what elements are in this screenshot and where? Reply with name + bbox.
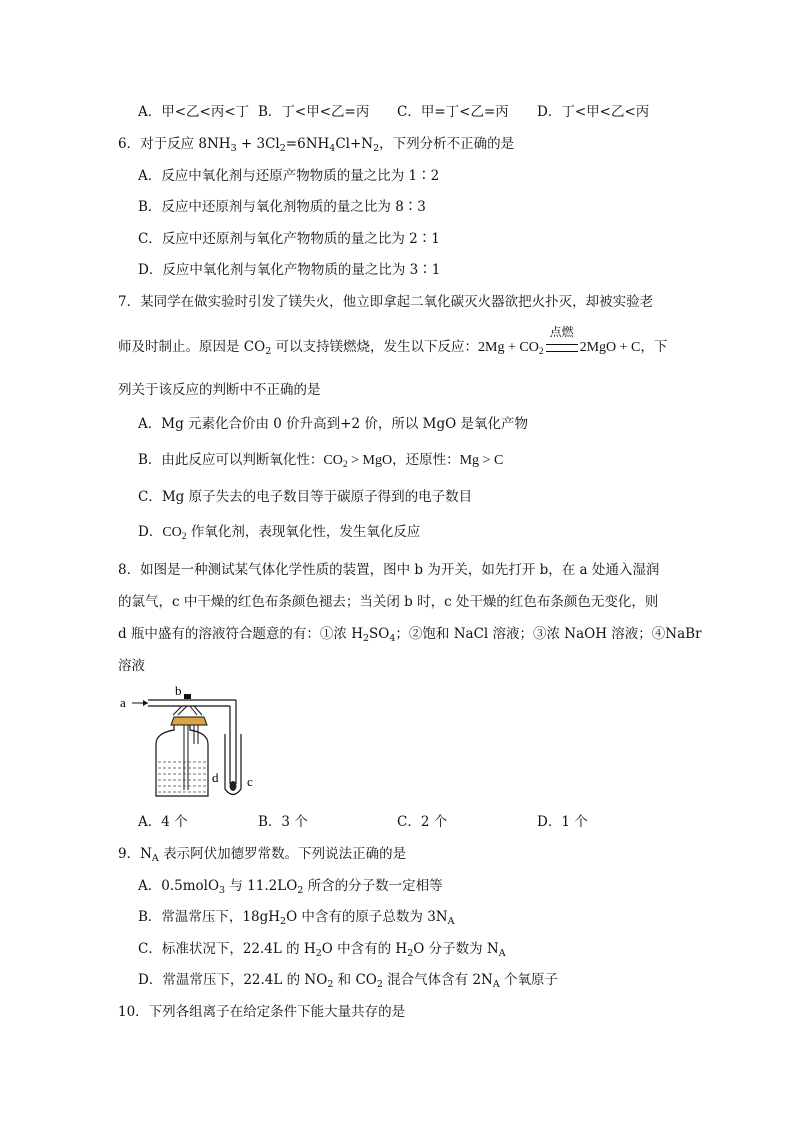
q7-reaction-condition: 点燃 (546, 338, 578, 358)
q7-option-d: D．$CO_2$ 作氧化剂，表现氧化性，发生氧化反应 (138, 524, 421, 542)
switch-b-valve (184, 694, 191, 699)
q7-stem-line1: 7．某同学在做实验时引发了镁失火，他立即拿起二氧化碳灭火器欲把火扑灭，却被实验老 (118, 294, 654, 310)
q7-stem-line3: 列关于该反应的判断中不正确的是 (118, 382, 321, 398)
q7-reaction-equation: $2Mg + CO_2$ 点燃 2MgO + C (478, 325, 641, 357)
label-b: b (175, 684, 182, 698)
label-a: a (120, 695, 126, 710)
q6-stem: 6．对于反应 $8NH_3 + 3Cl_2=6NH_4Cl+N_2$，下列分析不正确的是 (118, 136, 515, 154)
q5-option-c: C．甲=丁<乙=丙 (397, 104, 509, 120)
gas-washing-bottle (156, 725, 208, 796)
q9-option-a: A．0.5molO$_3$ 与 $11.2LO_2$ 所含的分子数一定相等 (138, 878, 443, 896)
q7-stem-line2: 师及时制止。原因是 $CO_2$ 可以支持镁燃烧，发生以下反应：$2Mg + CO_2$ 点燃 2MgO + C，下 (118, 325, 668, 357)
q7-option-b: B．由此反应可以判断氧化性：$CO_2$ > MgO，还原性：Mg > C (138, 452, 504, 470)
q5-option-a: A．甲<乙<丙<丁 (138, 104, 250, 120)
q7-option-c: C．Mg 原子失去的电子数目等于碳原子得到的电子数目 (138, 489, 473, 505)
q8-option-c: C．2 个 (397, 814, 448, 830)
q5-options-row (0, 102, 794, 122)
solution-d (158, 762, 206, 792)
q8-stem-line3: d 瓶中盛有的溶液符合题意的有：①浓 $H_2SO_4$；②饱和 NaCl 溶液；③浓 NaOH 溶液；④NaBr (118, 626, 702, 644)
q6-option-d: D．反应中氧化剂与氧化产物物质的量之比为 3∶1 (138, 262, 441, 278)
rubber-stopper (171, 717, 207, 725)
q9-option-d: D．常温常压下，22.4L 的 $NO_2$ 和 $CO_2$ 混合气体含有 $2N_A$ 个氧原子 (138, 972, 559, 990)
label-c: c (247, 774, 253, 789)
q8-options-row (0, 812, 794, 832)
q9-option-c: C．标准状况下，22.4L 的 $H_2O$ 中含有的 $H_2O$ 分子数为 $N_A$ (138, 941, 506, 959)
q8-option-a: A．4 个 (138, 814, 188, 830)
q6-option-a: A．反应中氧化剂与还原产物物质的量之比为 1∶2 (138, 168, 440, 184)
q5-option-b: B．丁<甲<乙=丙 (258, 104, 370, 120)
q9-stem: 9．$N_A$ 表示阿伏加德罗常数。下列说法正确的是 (118, 846, 407, 864)
q6-option-b: B．反应中还原剂与氧化剂物质的量之比为 8∶3 (138, 199, 426, 215)
q5-option-d: D．丁<甲<乙<丙 (537, 104, 650, 120)
q8-stem-line2: 的氯气，c 中干燥的红色布条颜色褪去；当关闭 b 时，c 处干燥的红色布条颜色无变化，则 (118, 594, 659, 610)
q10-stem: 10．下列各组离子在给定条件下能大量共存的是 (118, 1004, 406, 1020)
q8-option-d: D．1 个 (537, 814, 588, 830)
red-cloth-strip (230, 781, 237, 791)
gas-test-apparatus-diagram (118, 684, 278, 802)
q8-stem-line4: 溶液 (118, 658, 145, 674)
q8-option-b: B．3 个 (258, 814, 308, 830)
q6-option-c: C．反应中还原剂与氧化产物物质的量之比为 2∶1 (138, 231, 440, 247)
q9-option-b: B．常温常压下，$18gH_2O$ 中含有的原子总数为 $3N_A$ (138, 909, 455, 927)
q7-option-a: A．Mg 元素化合价由 0 价升高到+2 价，所以 MgO 是氧化产物 (138, 416, 528, 432)
label-d: d (212, 770, 219, 785)
q8-stem-line1: 8．如图是一种测试某气体化学性质的装置，图中 b 为开关，如先打开 b，在 a 处通入湿润 (118, 562, 660, 578)
